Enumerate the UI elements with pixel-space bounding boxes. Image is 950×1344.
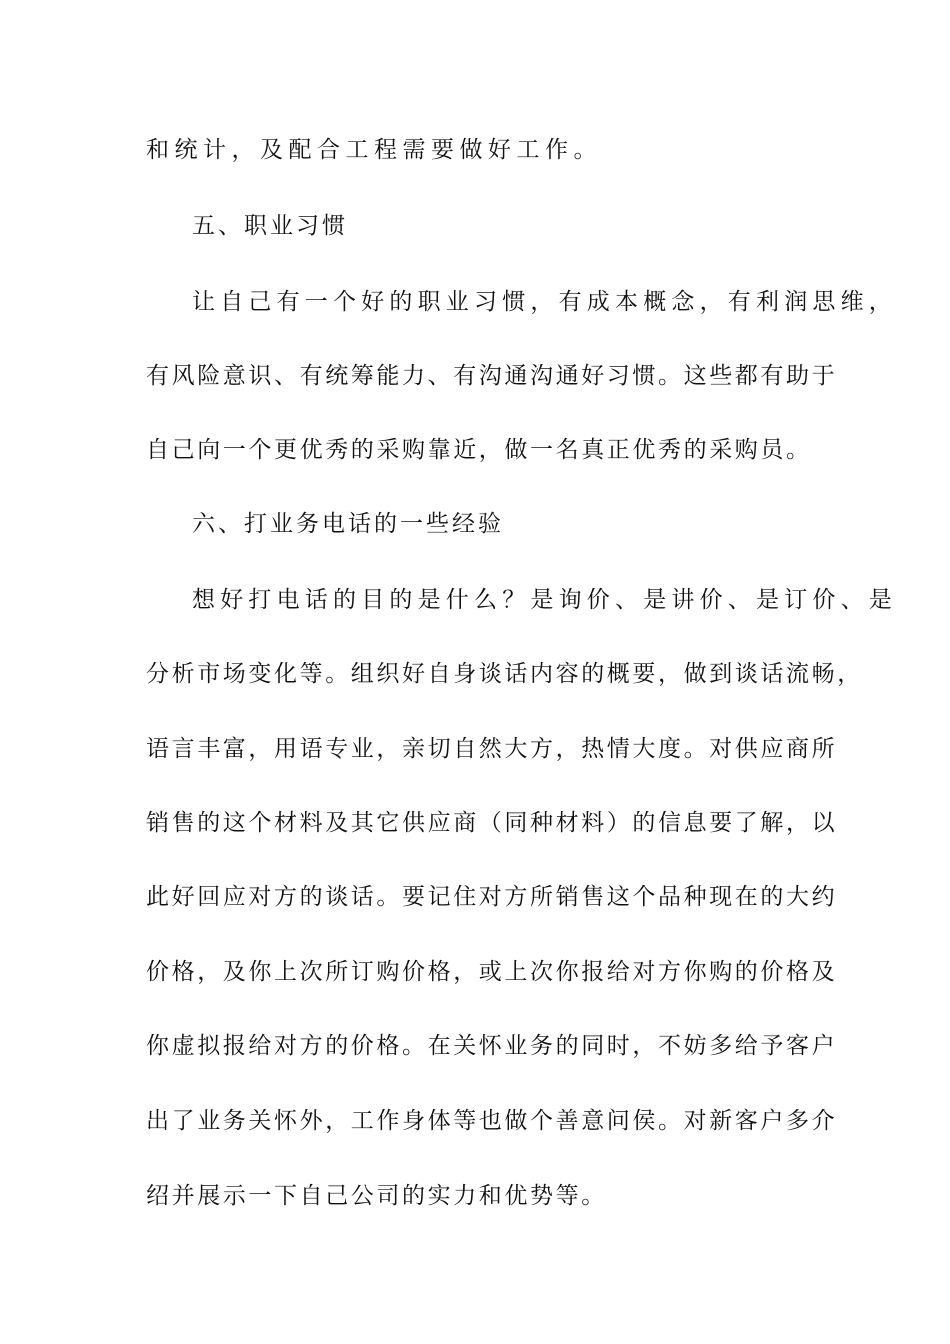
- paragraph-line: 想好打电话的目的是什么？是询价、是讲价、是订价、是: [192, 587, 897, 613]
- paragraph-line: 和统计，及配合工程需要做好工作。: [146, 137, 602, 163]
- paragraph-line: 让自己有一个好的职业习惯，有成本概念，有利润思维，: [192, 289, 897, 315]
- paragraph-line: 语言丰富，用语专业，亲切自然大方，热情大度。对供应商所: [146, 736, 838, 762]
- paragraph-line: 价格，及你上次所订购价格，或上次你报给对方你购的价格及: [146, 959, 838, 985]
- paragraph-line: 绍并展示一下自己公司的实力和优势等。: [146, 1183, 607, 1209]
- paragraph-line: 有风险意识、有统筹能力、有沟通沟通好习惯。这些都有助于: [146, 363, 838, 389]
- paragraph-line: 此好回应对方的谈话。要记住对方所销售这个品种现在的大约: [146, 884, 838, 910]
- paragraph-line: 分析市场变化等。组织好自身谈话内容的概要，做到谈话流畅，: [146, 661, 863, 687]
- paragraph-line: 销售的这个材料及其它供应商（同种材料）的信息要了解，以: [146, 810, 838, 836]
- section-heading-phone-experience: 六、打业务电话的一些经验: [192, 511, 504, 537]
- paragraph-line: 你虚拟报给对方的价格。在关怀业务的同时，不妨多给予客户: [146, 1033, 838, 1059]
- section-heading-habits: 五、职业习惯: [192, 213, 348, 239]
- paragraph-line: 出了业务关怀外，工作身体等也做个善意问侯。对新客户多介: [146, 1108, 838, 1134]
- paragraph-line: 自己向一个更优秀的采购靠近，做一名真正优秀的采购员。: [146, 437, 812, 463]
